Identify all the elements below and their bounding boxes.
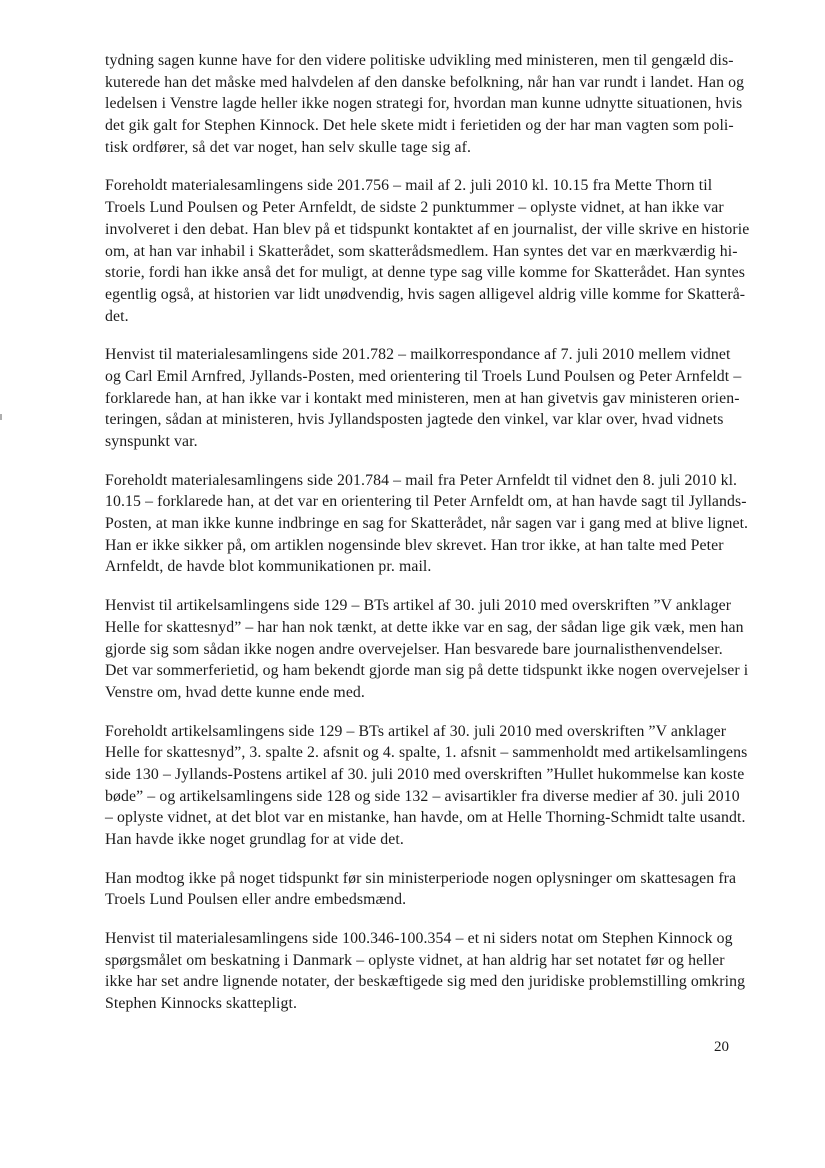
text-line: teringen, sådan at ministeren, hvis Jyllandsposten jagtede den vinkel, var klar over, hvad vidnets — [105, 411, 724, 429]
paragraph — [105, 721, 795, 851]
text-line: 10.15 – forklarede han, at det var en orientering til Peter Arnfeldt om, at han havde sagt til Jyllands- — [105, 493, 747, 511]
text-line: om, at han var inhabil i Skatterådet, som skatterådsmedlem. Han syntes det var en mærkværdig hi- — [105, 242, 738, 260]
text-line: Venstre om, hvad dette kunne ende med. — [105, 683, 365, 701]
paragraph — [105, 50, 795, 158]
text-line: – oplyste vidnet, at det blot var en mistanke, han havde, om at Helle Thorning-Schmidt talte usandt. — [105, 809, 746, 827]
text-line: egentlig også, at historien var lidt unødvendig, hvis sagen alligevel aldrig ville komme for Skatterå- — [105, 285, 746, 303]
text-line: gjorde sig som sådan ikke nogen andre overvejelser. Han besvarede bare journalisthenvendelser. — [105, 640, 723, 658]
text-line: Stephen Kinnocks skattepligt. — [105, 995, 297, 1013]
text-line: Det var sommerferietid, og ham bekendt gjorde man sig på dette tidspunkt ikke nogen overvejelser i — [105, 662, 749, 680]
text-line: Posten, at man ikke kunne indbringe en sag for Skatterådet, når sagen var i gang med at blive lignet. — [105, 515, 749, 533]
text-line: synspunkt var. — [105, 433, 198, 450]
paragraph — [105, 595, 795, 703]
text-line: Han modtog ikke på noget tidspunkt før sin ministerperiode nogen oplysninger om skattesagen fra — [105, 869, 737, 887]
text-line: Han er ikke sikker på, om artiklen nogensinde blev skrevet. Han tror ikke, at han talte med Peter — [105, 536, 724, 554]
text-line: tisk ordfører, så det var noget, han selv skulle tage sig af. — [105, 138, 472, 156]
text-line: bøde” – og artikelsamlingens side 128 og side 132 – avisartikler fra diverse medier af 30. juli 2010 — [105, 787, 740, 805]
text-line: kuterede han det måske med halvdelen af den danske befolkning, når han var rundt i landet. Han og — [105, 73, 745, 91]
text-line: Henvist til materialesamlingens side 201.782 – mailkorrespondance af 7. juli 2010 mellem vidnet — [105, 346, 731, 364]
text-line: det. — [105, 307, 129, 325]
text-line: Henvist til artikelsamlingens side 129 – BTs artikel af 30. juli 2010 med overskriften ”V anklager — [105, 597, 732, 615]
scan-artifact — [0, 414, 2, 420]
text-line: side 130 – Jyllands-Postens artikel af 30. juli 2010 med overskriften ”Hullet hukommelse kan koste — [105, 765, 745, 783]
text-line: ledelsen i Venstre lagde heller ikke nogen strategi for, hvordan man kunne udnytte situationen, hvis — [105, 95, 743, 113]
text-line: tydning sagen kunne have for den videre politiske udvikling med ministeren, men til gengæld dis- — [105, 52, 734, 69]
text-line: det gik galt for Stephen Kinnock. Det hele skete midt i ferietiden og der har man vagten som poli- — [105, 117, 734, 135]
text-line: spørgsmålet om beskatning i Danmark – oplyste vidnet, at han aldrig har set notatet før og heller — [105, 951, 725, 969]
paragraph — [105, 175, 795, 327]
paragraph — [105, 868, 795, 911]
text-line: Foreholdt materialesamlingens side 201.784 – mail fra Peter Arnfeldt til vidnet den 8. juli 2010 kl. — [105, 471, 738, 489]
document-body — [105, 50, 795, 1032]
paragraph — [105, 470, 795, 578]
paragraph — [105, 344, 795, 452]
text-line: Troels Lund Poulsen og Peter Arnfeldt, de sidste 2 punktummer – oplyste vidnet, at han ikke var — [105, 199, 724, 217]
text-line: Foreholdt artikelsamlingens side 129 – BTs artikel af 30. juli 2010 med overskriften ”V anklager — [105, 722, 727, 740]
text-line: Han havde ikke noget grundlag for at vide det. — [105, 831, 404, 848]
text-line: ikke har set andre lignende notater, der beskæftigede sig med den juridiske problemstilling omkring — [105, 973, 746, 991]
text-line: Troels Lund Poulsen eller andre embedsmænd. — [105, 891, 407, 909]
text-line: storie, fordi han ikke anså det for muligt, at denne type sag ville komme for Skatterådet. Han syntes — [105, 264, 746, 282]
text-line: Arnfeldt, de havde blot kommunikationen pr. mail. — [105, 558, 432, 576]
text-line: og Carl Emil Arnfred, Jyllands-Posten, med orientering til Troels Lund Poulsen og Peter Arnfeldt – — [105, 367, 742, 385]
page-number: 20 — [714, 1039, 729, 1055]
paragraph — [105, 928, 795, 1015]
text-line: Helle for skattesnyd” – har han nok tænkt, at dette ikke var en sag, der sådan lige gik væk, men han — [105, 618, 744, 636]
text-line: Foreholdt materialesamlingens side 201.756 – mail af 2. juli 2010 kl. 10.15 fra Mette Thorn til — [105, 177, 713, 195]
text-line: Henvist til materialesamlingens side 100.346-100.354 – et ni siders notat om Stephen Kinnock og — [105, 930, 733, 948]
text-line: forklarede han, at han ikke var i kontakt med ministeren, men at han givetvis gav ministeren orien- — [105, 389, 740, 407]
text-line: Helle for skattesnyd”, 3. spalte 2. afsnit og 4. spalte, 1. afsnit – sammenholdt med artikelsamlingens — [105, 744, 748, 762]
text-line: involveret i den debat. Han blev på et tidspunkt kontaktet af en journalist, der ville skrive en historie — [105, 220, 750, 238]
